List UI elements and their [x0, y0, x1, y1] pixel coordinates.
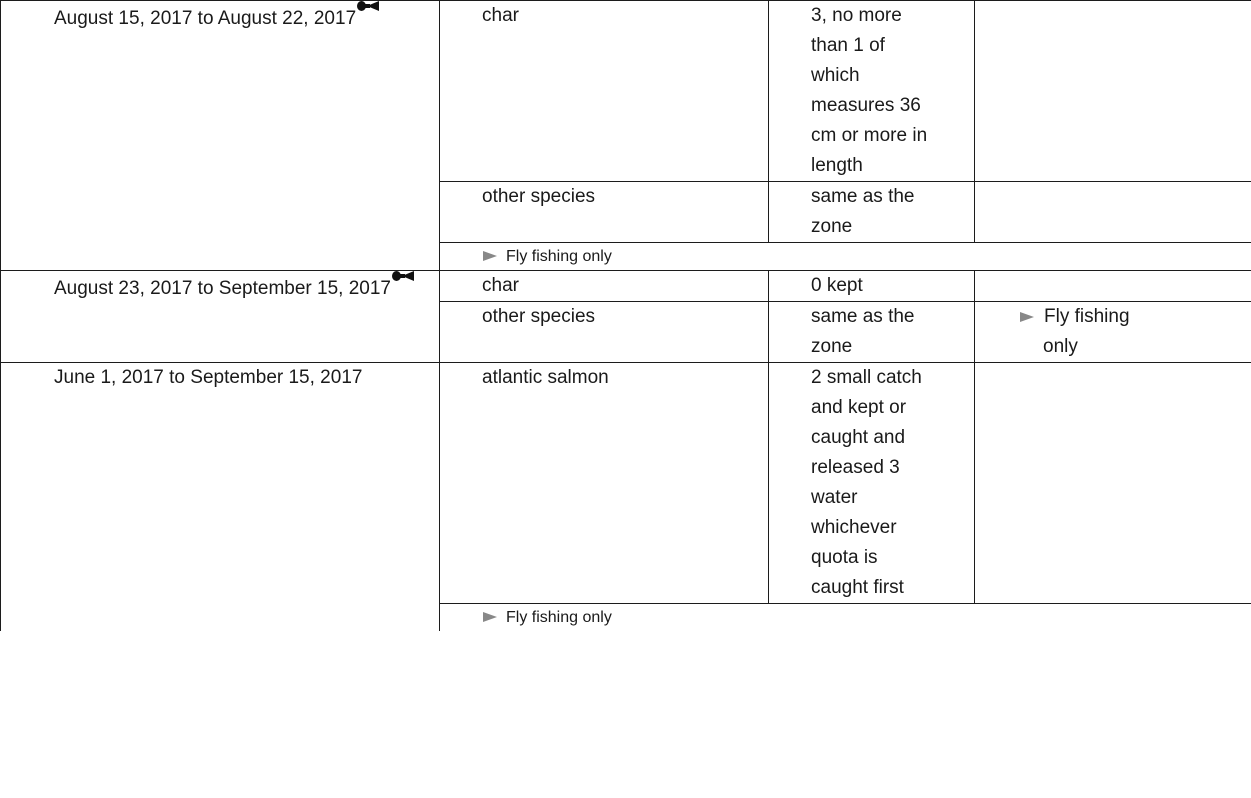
footer-note-cell [440, 243, 1251, 271]
notes-cell [975, 302, 1251, 363]
limit-line: water [811, 487, 858, 508]
limit-line: and kept or [811, 397, 907, 418]
fly-fishing-icon [392, 271, 414, 282]
notes-line: only [1043, 336, 1078, 357]
species-cell [440, 271, 769, 302]
limit-line: whichever [811, 517, 897, 538]
limit-line: caught and [811, 427, 906, 448]
limit-line: measures 36 [811, 95, 921, 116]
footer-note-text: Fly fishing only [506, 609, 612, 626]
limit-line: released 3 [811, 457, 900, 478]
species-cell [440, 302, 769, 363]
notes-cell [975, 182, 1251, 243]
period-text: June 1, 2017 to September 15, 2017 [54, 367, 363, 388]
limit-line: same as the [811, 186, 915, 207]
period-cell [1, 1, 440, 271]
notes-cell [975, 1, 1251, 182]
limit-line: 0 kept [811, 275, 863, 296]
table-row [1, 363, 1251, 604]
limit-line: length [811, 155, 863, 176]
limit-cell [769, 302, 975, 363]
period-cell [1, 363, 440, 632]
period-cell [1, 271, 440, 363]
limit-cell [769, 271, 975, 302]
table-row [1, 1, 1251, 182]
limit-line: 3, no more [811, 5, 902, 26]
arrow-bullet-icon [483, 612, 497, 622]
notes-text: Fly fishing [1044, 306, 1130, 327]
limit-line: than 1 of [811, 35, 885, 56]
limit-line: zone [811, 216, 853, 237]
species-text: atlantic salmon [482, 367, 609, 388]
arrow-bullet-icon [483, 251, 497, 261]
limit-line: same as the [811, 306, 915, 327]
limit-cell [769, 1, 975, 182]
limit-cell [769, 363, 975, 604]
fly-fishing-icon [357, 1, 379, 12]
footer-note-text: Fly fishing only [506, 248, 612, 265]
limit-line: which [811, 65, 860, 86]
footer-note-cell [440, 604, 1251, 632]
species-cell [440, 182, 769, 243]
period-text: August 15, 2017 to August 22, 2017 [54, 8, 357, 29]
species-text: char [482, 275, 519, 296]
table-row [1, 271, 1251, 302]
notes-line [1020, 302, 1231, 332]
limit-line: zone [811, 336, 853, 357]
limit-line: quota is [811, 547, 878, 568]
limit-cell [769, 182, 975, 243]
species-text: char [482, 5, 519, 26]
species-text: other species [482, 186, 596, 207]
species-cell [440, 1, 769, 182]
period-text: August 23, 2017 to September 15, 2017 [54, 278, 391, 299]
limit-line: cm or more in [811, 125, 928, 146]
species-text: other species [482, 306, 596, 327]
arrow-bullet-icon [1020, 312, 1034, 322]
species-cell [440, 363, 769, 604]
notes-cell [975, 271, 1251, 302]
limit-line: caught first [811, 577, 904, 598]
notes-cell [975, 363, 1251, 604]
limit-line: 2 small catch [811, 367, 922, 388]
